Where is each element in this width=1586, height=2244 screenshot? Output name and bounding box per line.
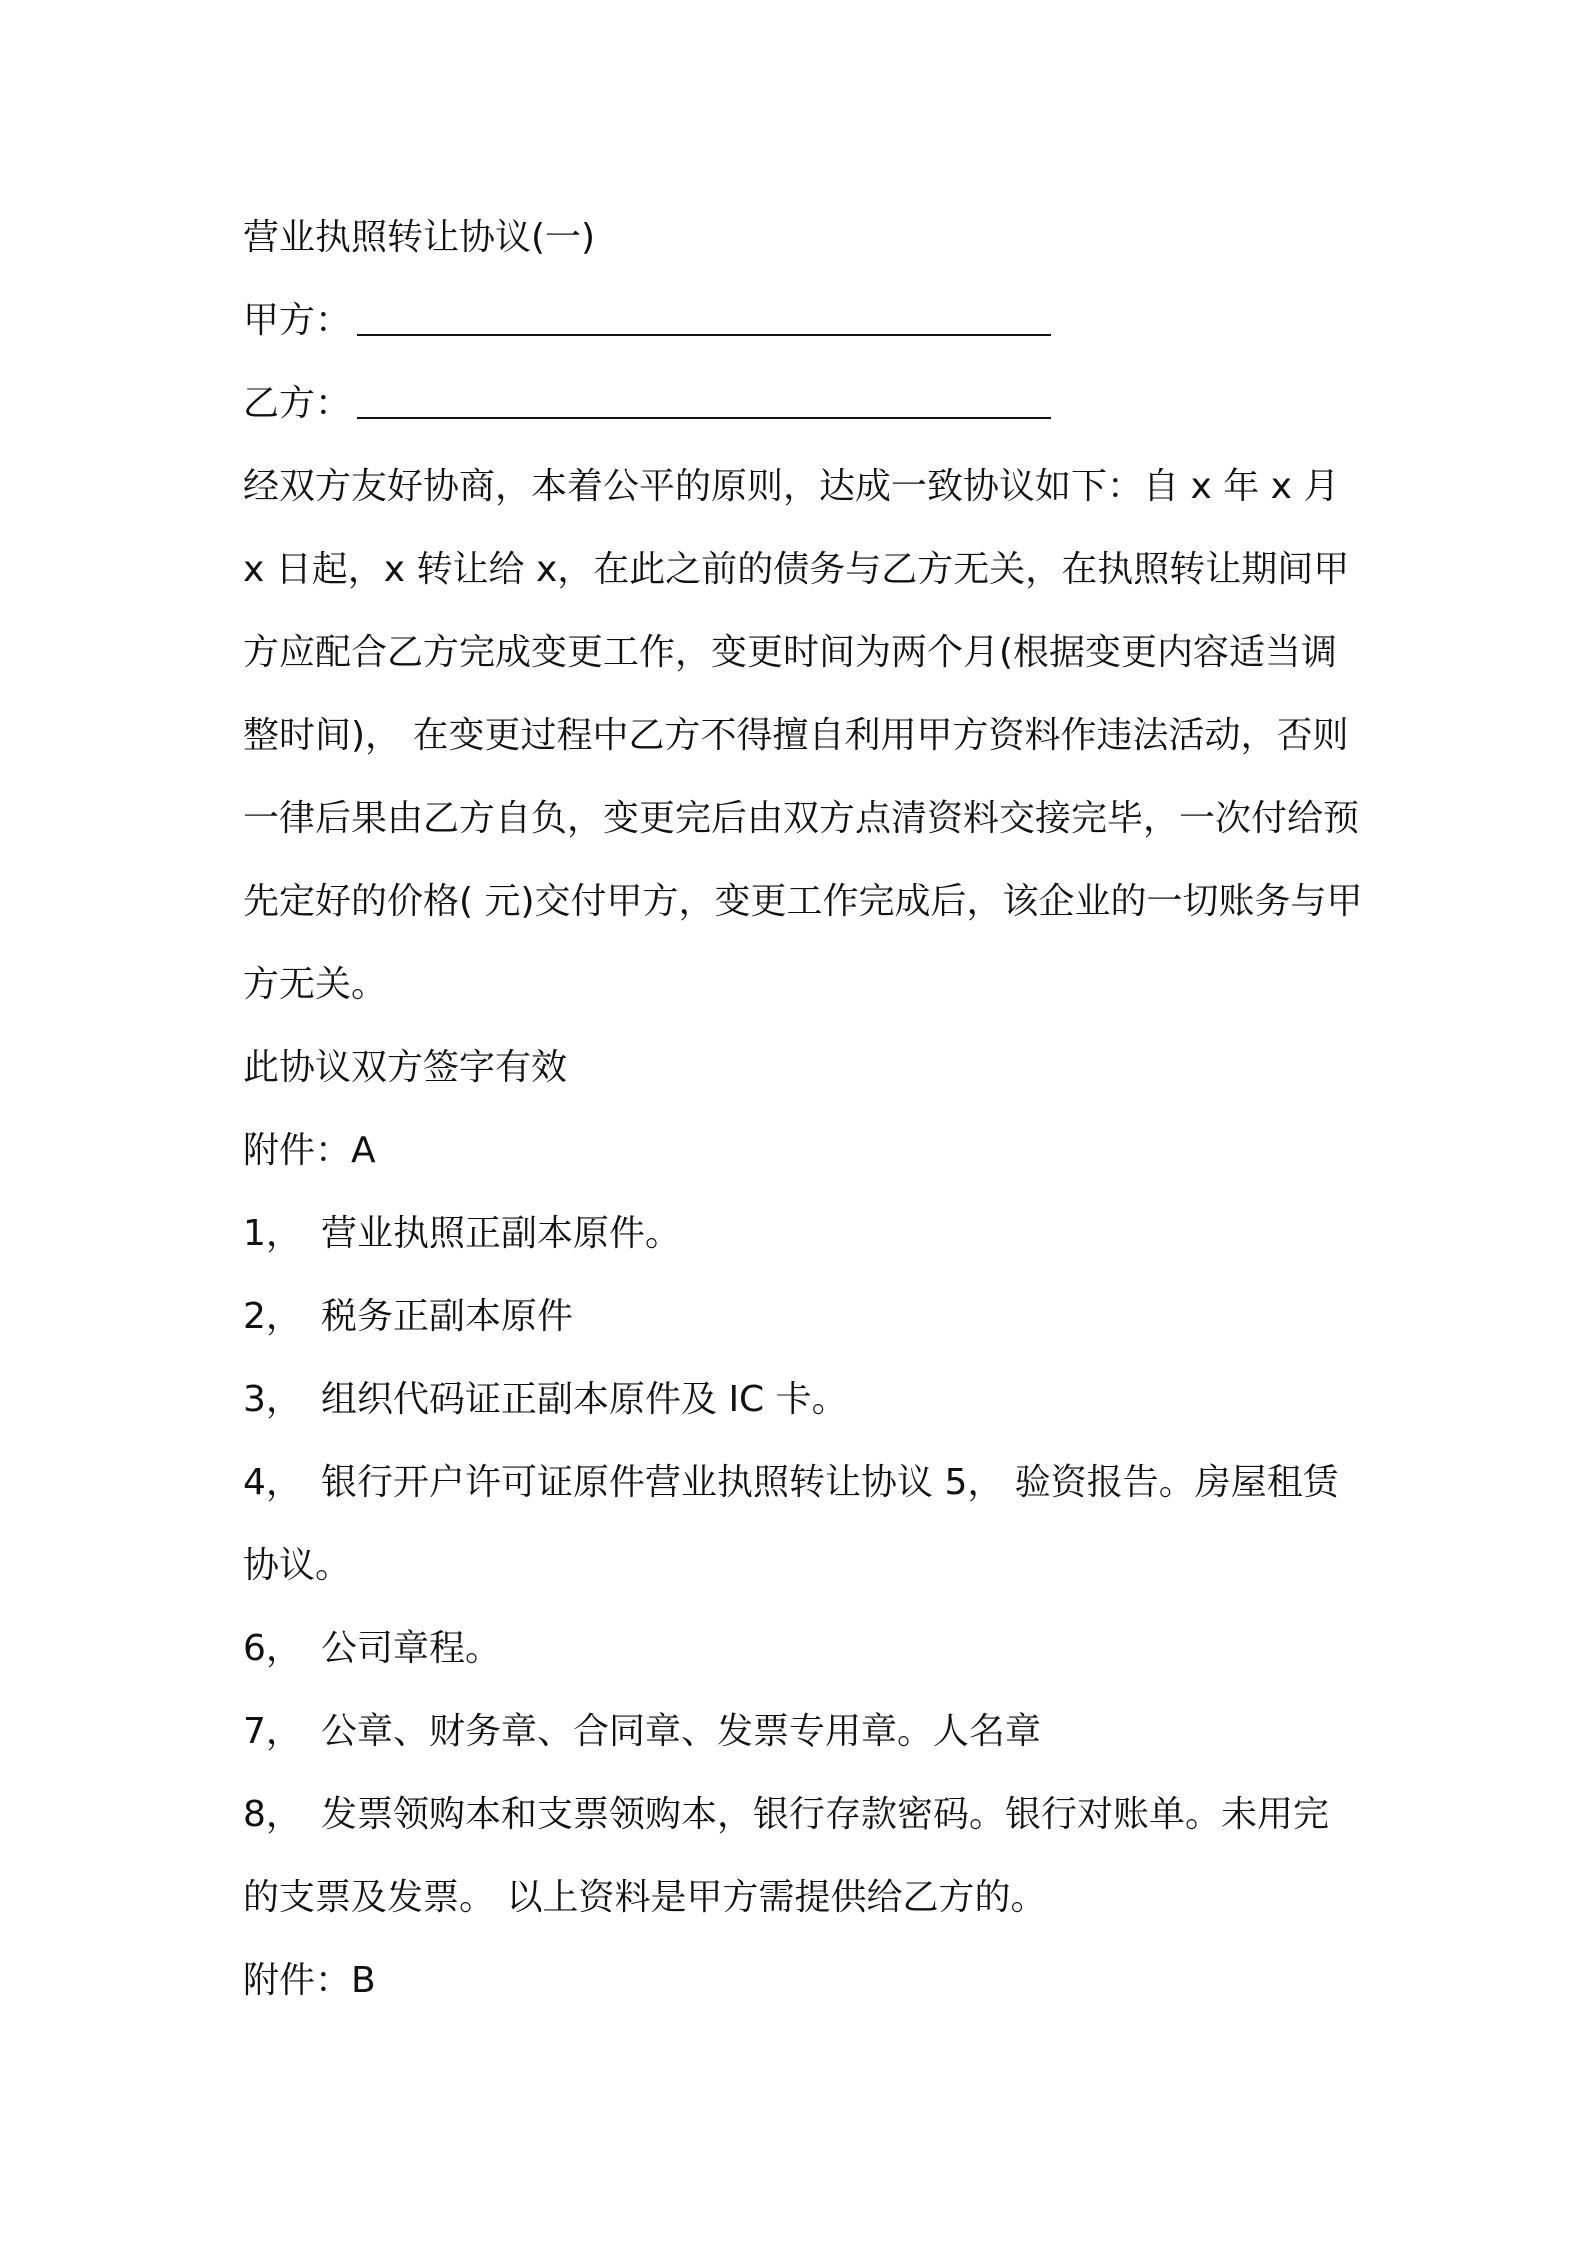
- list-item: [243, 1773, 1363, 1939]
- list-item-text: 发票领购本和支票领购本，银行存款密码。银行对账单。未用完的支票及发票。 以上资料是甲方需提供给乙方的。: [243, 1794, 1330, 1918]
- list-item-text: 组织代码证正副本原件及 IC 卡。: [321, 1379, 848, 1420]
- party-b-line: [243, 362, 1363, 445]
- party-a-line: [243, 279, 1363, 362]
- list-item: [243, 1441, 1363, 1607]
- list-item-number: 7，: [243, 1711, 302, 1752]
- list-item-text: 银行开户许可证原件营业执照转让协议 5， 验资报告。房屋租赁协议。: [243, 1462, 1339, 1586]
- party-b-label: 乙方：: [243, 383, 352, 424]
- agreement-paragraph: 经双方友好协商，本着公平的原则，达成一致协议如下：自 x 年 x 月 x 日起，x 转让给 x，在此之前的债务与乙方无关，在执照转让期间甲方应配合乙方完成变更工作，变更时间为两个月(根据变更内容适当调整时间)， 在变更过程中乙方不得擅自利用甲方资料作违法活动，否则一律后果由乙方自负，变更完后由双方点清资料交接完毕，一次付给预先定好的价格( 元)交付甲方，变更工作完成后，该企业的一切账务与甲方无关。: [243, 466, 1363, 1005]
- validity-note: 此协议双方签字有效: [243, 1047, 568, 1088]
- party-a-blank: [357, 304, 1051, 336]
- list-item-number: 6，: [243, 1628, 302, 1669]
- party-a-label: 甲方：: [243, 300, 352, 341]
- list-item-number: 1，: [243, 1213, 302, 1254]
- list-item-number: 4，: [243, 1462, 302, 1503]
- list-item: [243, 1192, 1363, 1275]
- list-item: [243, 1607, 1363, 1690]
- party-b-blank: [357, 387, 1051, 419]
- document-body: [243, 196, 1363, 2022]
- list-item: [243, 1275, 1363, 1358]
- list-item-number: 2，: [243, 1296, 302, 1337]
- list-item-text: 营业执照正副本原件。: [321, 1213, 682, 1254]
- annex-b-label: 附件：B: [243, 1960, 376, 2001]
- annex-a-label: 附件：A: [243, 1130, 376, 1171]
- list-item-number: 8，: [243, 1794, 302, 1835]
- list-item-number: 3，: [243, 1379, 302, 1420]
- list-item-text: 税务正副本原件: [321, 1296, 574, 1337]
- list-item-text: 公章、财务章、合同章、发票专用章。人名章: [321, 1711, 1042, 1752]
- list-item: [243, 1358, 1363, 1441]
- list-item: [243, 1690, 1363, 1773]
- document-title: 营业执照转让协议(一): [243, 217, 596, 258]
- list-item-text: 公司章程。: [321, 1628, 502, 1669]
